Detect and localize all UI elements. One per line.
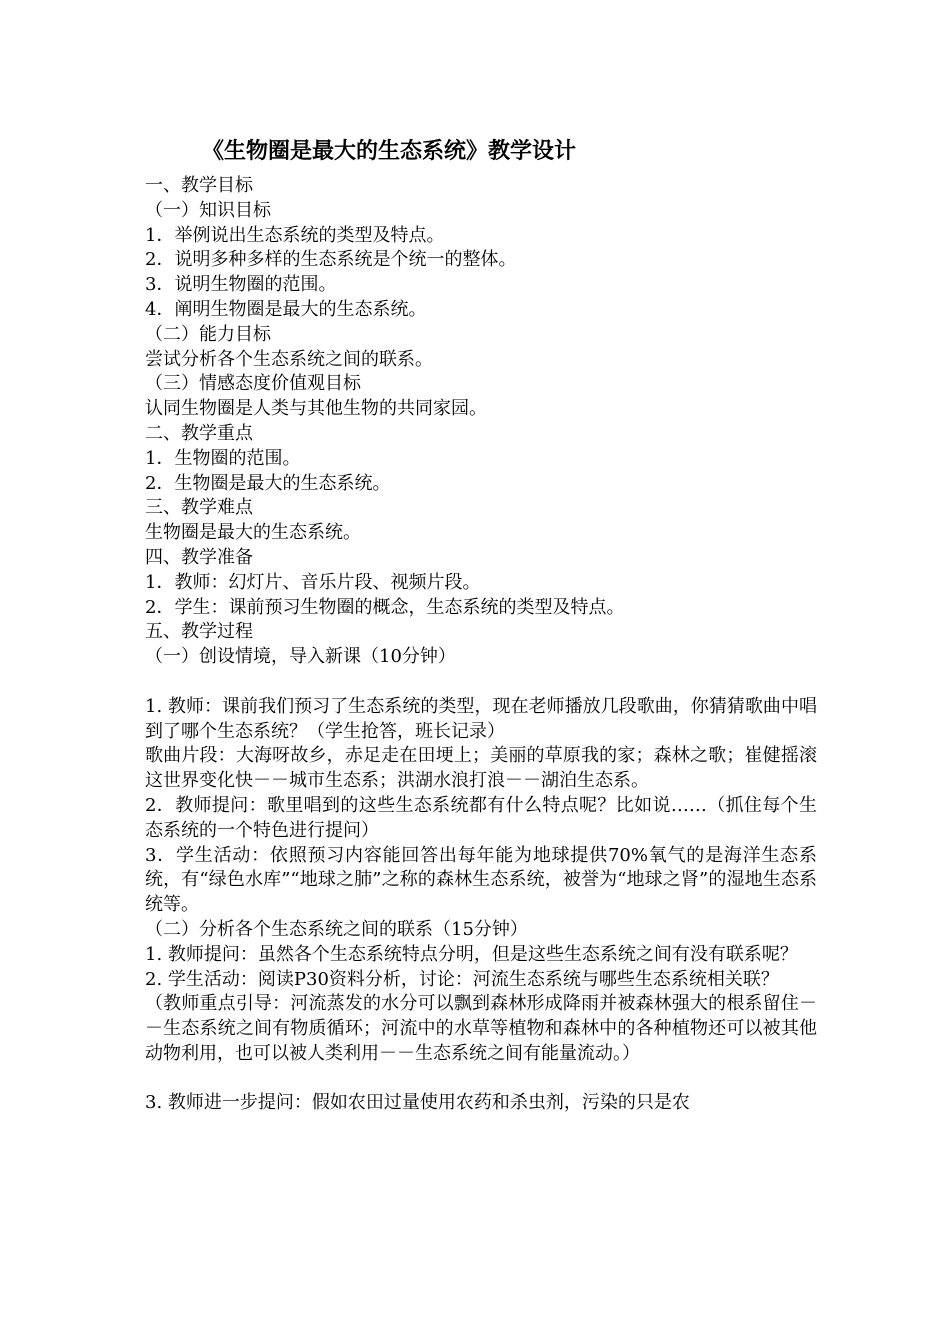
preparation-item-2: 2．学生：课前预习生物圈的概念，生态系统的类型及特点。 <box>145 596 625 618</box>
knowledge-goal-1: 1．举例说出生态系统的类型及特点。 <box>145 224 445 246</box>
document-body <box>145 136 817 1116</box>
subheading-knowledge-goals: （一）知识目标 <box>145 199 271 221</box>
process-paragraph-4: 3．学生活动：依照预习内容能回答出每年能为地球提供70%氧气的是海洋生态系统，有“绿色水库”“地球之肺”之称的森林生态系统，被誉为“地球之肾”的湿地生态系统等。 <box>145 844 817 916</box>
blank-line <box>145 1067 817 1092</box>
process-paragraph-3: 2．教师提问：歌里唱到的这些生态系统都有什么特点呢？比如说……（抓住每个生态系统的一个特色进行提问） <box>145 794 817 841</box>
section-heading-focus: 二、教学重点 <box>145 422 253 444</box>
section-heading-difficulty: 三、教学难点 <box>145 497 253 519</box>
process-paragraph-1: 1. 教师：课前我们预习了生态系统的类型，现在老师播放几段歌曲，你猜猜歌曲中唱到了哪个生态系统？（学生抢答，班长记录） <box>145 695 817 742</box>
knowledge-goal-2: 2．说明多种多样的生态系统是个统一的整体。 <box>145 249 517 271</box>
subheading-emotion-goals: （三）情感态度价值观目标 <box>145 373 361 395</box>
knowledge-goal-3: 3．说明生物圈的范围。 <box>145 274 337 296</box>
process-paragraph-8: 3. 教师进一步提问：假如农田过量使用农药和杀虫剂，污染的只是农 <box>145 1092 690 1114</box>
knowledge-goal-4: 4．阐明生物圈是最大的生态系统。 <box>145 298 427 320</box>
emotion-goal: 认同生物圈是人类与其他生物的共同家园。 <box>145 398 487 420</box>
section-heading-process: 五、教学过程 <box>145 621 253 643</box>
process-paragraph-2: 歌曲片段：大海呀故乡，赤足走在田埂上；美丽的草原我的家；森林之歌；崔健摇滚这世界变化快－－城市生态系；洪湖水浪打浪－－湖泊生态系。 <box>145 745 817 792</box>
process-paragraph-7: （教师重点引导：河流蒸发的水分可以飘到森林形成降雨并被森林强大的根系留住－－生态系统之间有物质循环；河流中的水草等植物和森林中的各种植物还可以被其他动物利用，也可以被人类利用－－生态系统之间有能量流动。） <box>145 993 817 1064</box>
document-title: 《生物圈是最大的生态系统》教学设计 <box>202 138 577 164</box>
process-paragraph-5: 1. 教师提问：虽然各个生态系统特点分明，但是这些生态系统之间有没有联系呢？ <box>145 943 798 965</box>
ability-goal: 尝试分析各个生态系统之间的联系。 <box>145 348 433 370</box>
blank-line <box>145 670 817 695</box>
section-heading-objectives: 一、教学目标 <box>145 175 253 196</box>
section-heading-preparation: 四、教学准备 <box>145 546 253 568</box>
subheading-introduction: （一）创设情境，导入新课（10分钟） <box>145 646 456 668</box>
process-paragraph-6: 2. 学生活动：阅读P30资料分析，讨论：河流生态系统与哪些生态系统相关联？ <box>145 968 779 990</box>
focus-item-1: 1．生物圈的范围。 <box>145 447 301 469</box>
subheading-analysis: （二）分析各个生态系统之间的联系（15分钟） <box>145 918 528 940</box>
difficulty-item: 生物圈是最大的生态系统。 <box>145 522 361 544</box>
focus-item-2: 2．生物圈是最大的生态系统。 <box>145 472 391 494</box>
subheading-ability-goals: （二）能力目标 <box>145 323 271 345</box>
preparation-item-1: 1．教师：幻灯片、音乐片段、视频片段。 <box>145 571 481 593</box>
